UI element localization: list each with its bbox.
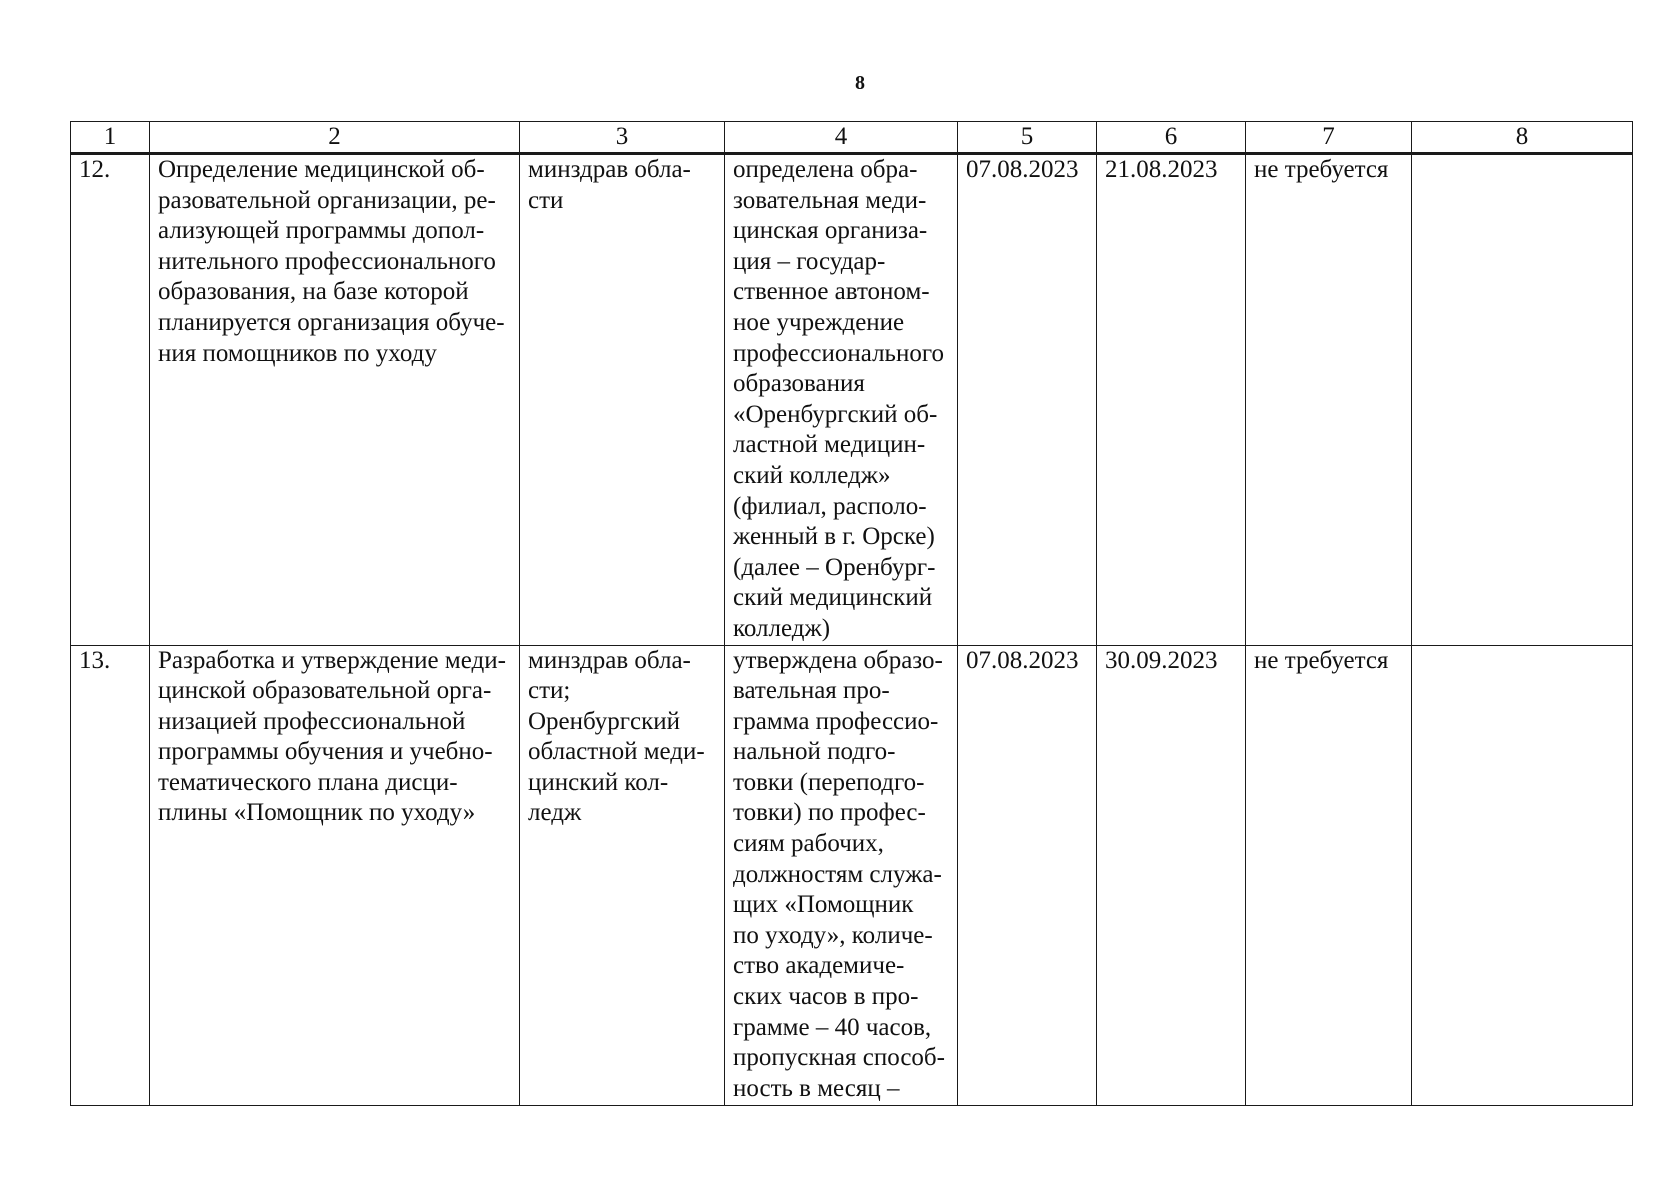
- end-date-cell: 21.08.2023: [1097, 154, 1246, 646]
- event-cell: Разработка и утверждение меди- цинской образовательной орга- низацией профессиональной программы обучения и учебно- тематического плана дисци- плины «Помощник по уходу»: [150, 645, 520, 1105]
- column-header: 8: [1412, 122, 1633, 154]
- plan-table: [70, 121, 1633, 1106]
- page-number: 8: [855, 72, 865, 94]
- result-cell: определена обра- зовательная меди- цинская организа- ция – государ- ственное автоном- ное учреждение профессионального образования «Оренбургский об- ластной медицин- ский колледж» (филиал, располо- женный в г. Орске) (далее – Оренбург- ский медицинский колледж): [725, 154, 958, 646]
- column-header: 3: [520, 122, 725, 154]
- column-header: 2: [150, 122, 520, 154]
- row-number-cell: 13.: [71, 645, 150, 1105]
- column-header: 1: [71, 122, 150, 154]
- column-header: 4: [725, 122, 958, 154]
- table-row: [71, 154, 1633, 646]
- row-number-cell: 12.: [71, 154, 150, 646]
- note-cell: [1412, 154, 1633, 646]
- responsible-cell: минздрав обла- сти; Оренбургский областной меди- цинский кол- ледж: [520, 645, 725, 1105]
- funding-cell: не требуется: [1246, 645, 1412, 1105]
- result-cell: утверждена образо- вательная про- грамма профессио- нальной подго- товки (переподго- товки) по профес- сиям рабочих, должностям служа- щих «Помощник по уходу», количе- ство академиче- ских часов в про- грамме – 40 часов, пропускная способ- ность в месяц –: [725, 645, 958, 1105]
- note-cell: [1412, 645, 1633, 1105]
- start-date-cell: 07.08.2023: [958, 154, 1097, 646]
- end-date-cell: 30.09.2023: [1097, 645, 1246, 1105]
- column-header: 6: [1097, 122, 1246, 154]
- table-row: [71, 645, 1633, 1105]
- funding-cell: не требуется: [1246, 154, 1412, 646]
- responsible-cell: минздрав обла- сти: [520, 154, 725, 646]
- column-header: 7: [1246, 122, 1412, 154]
- column-header: 5: [958, 122, 1097, 154]
- event-cell: Определение медицинской об- разовательной организации, ре- ализующей программы допол- нительного профессионального образования, на базе которой планируется организация обуче- ния помощников по уходу: [150, 154, 520, 646]
- table-header-row: [71, 122, 1633, 154]
- start-date-cell: 07.08.2023: [958, 645, 1097, 1105]
